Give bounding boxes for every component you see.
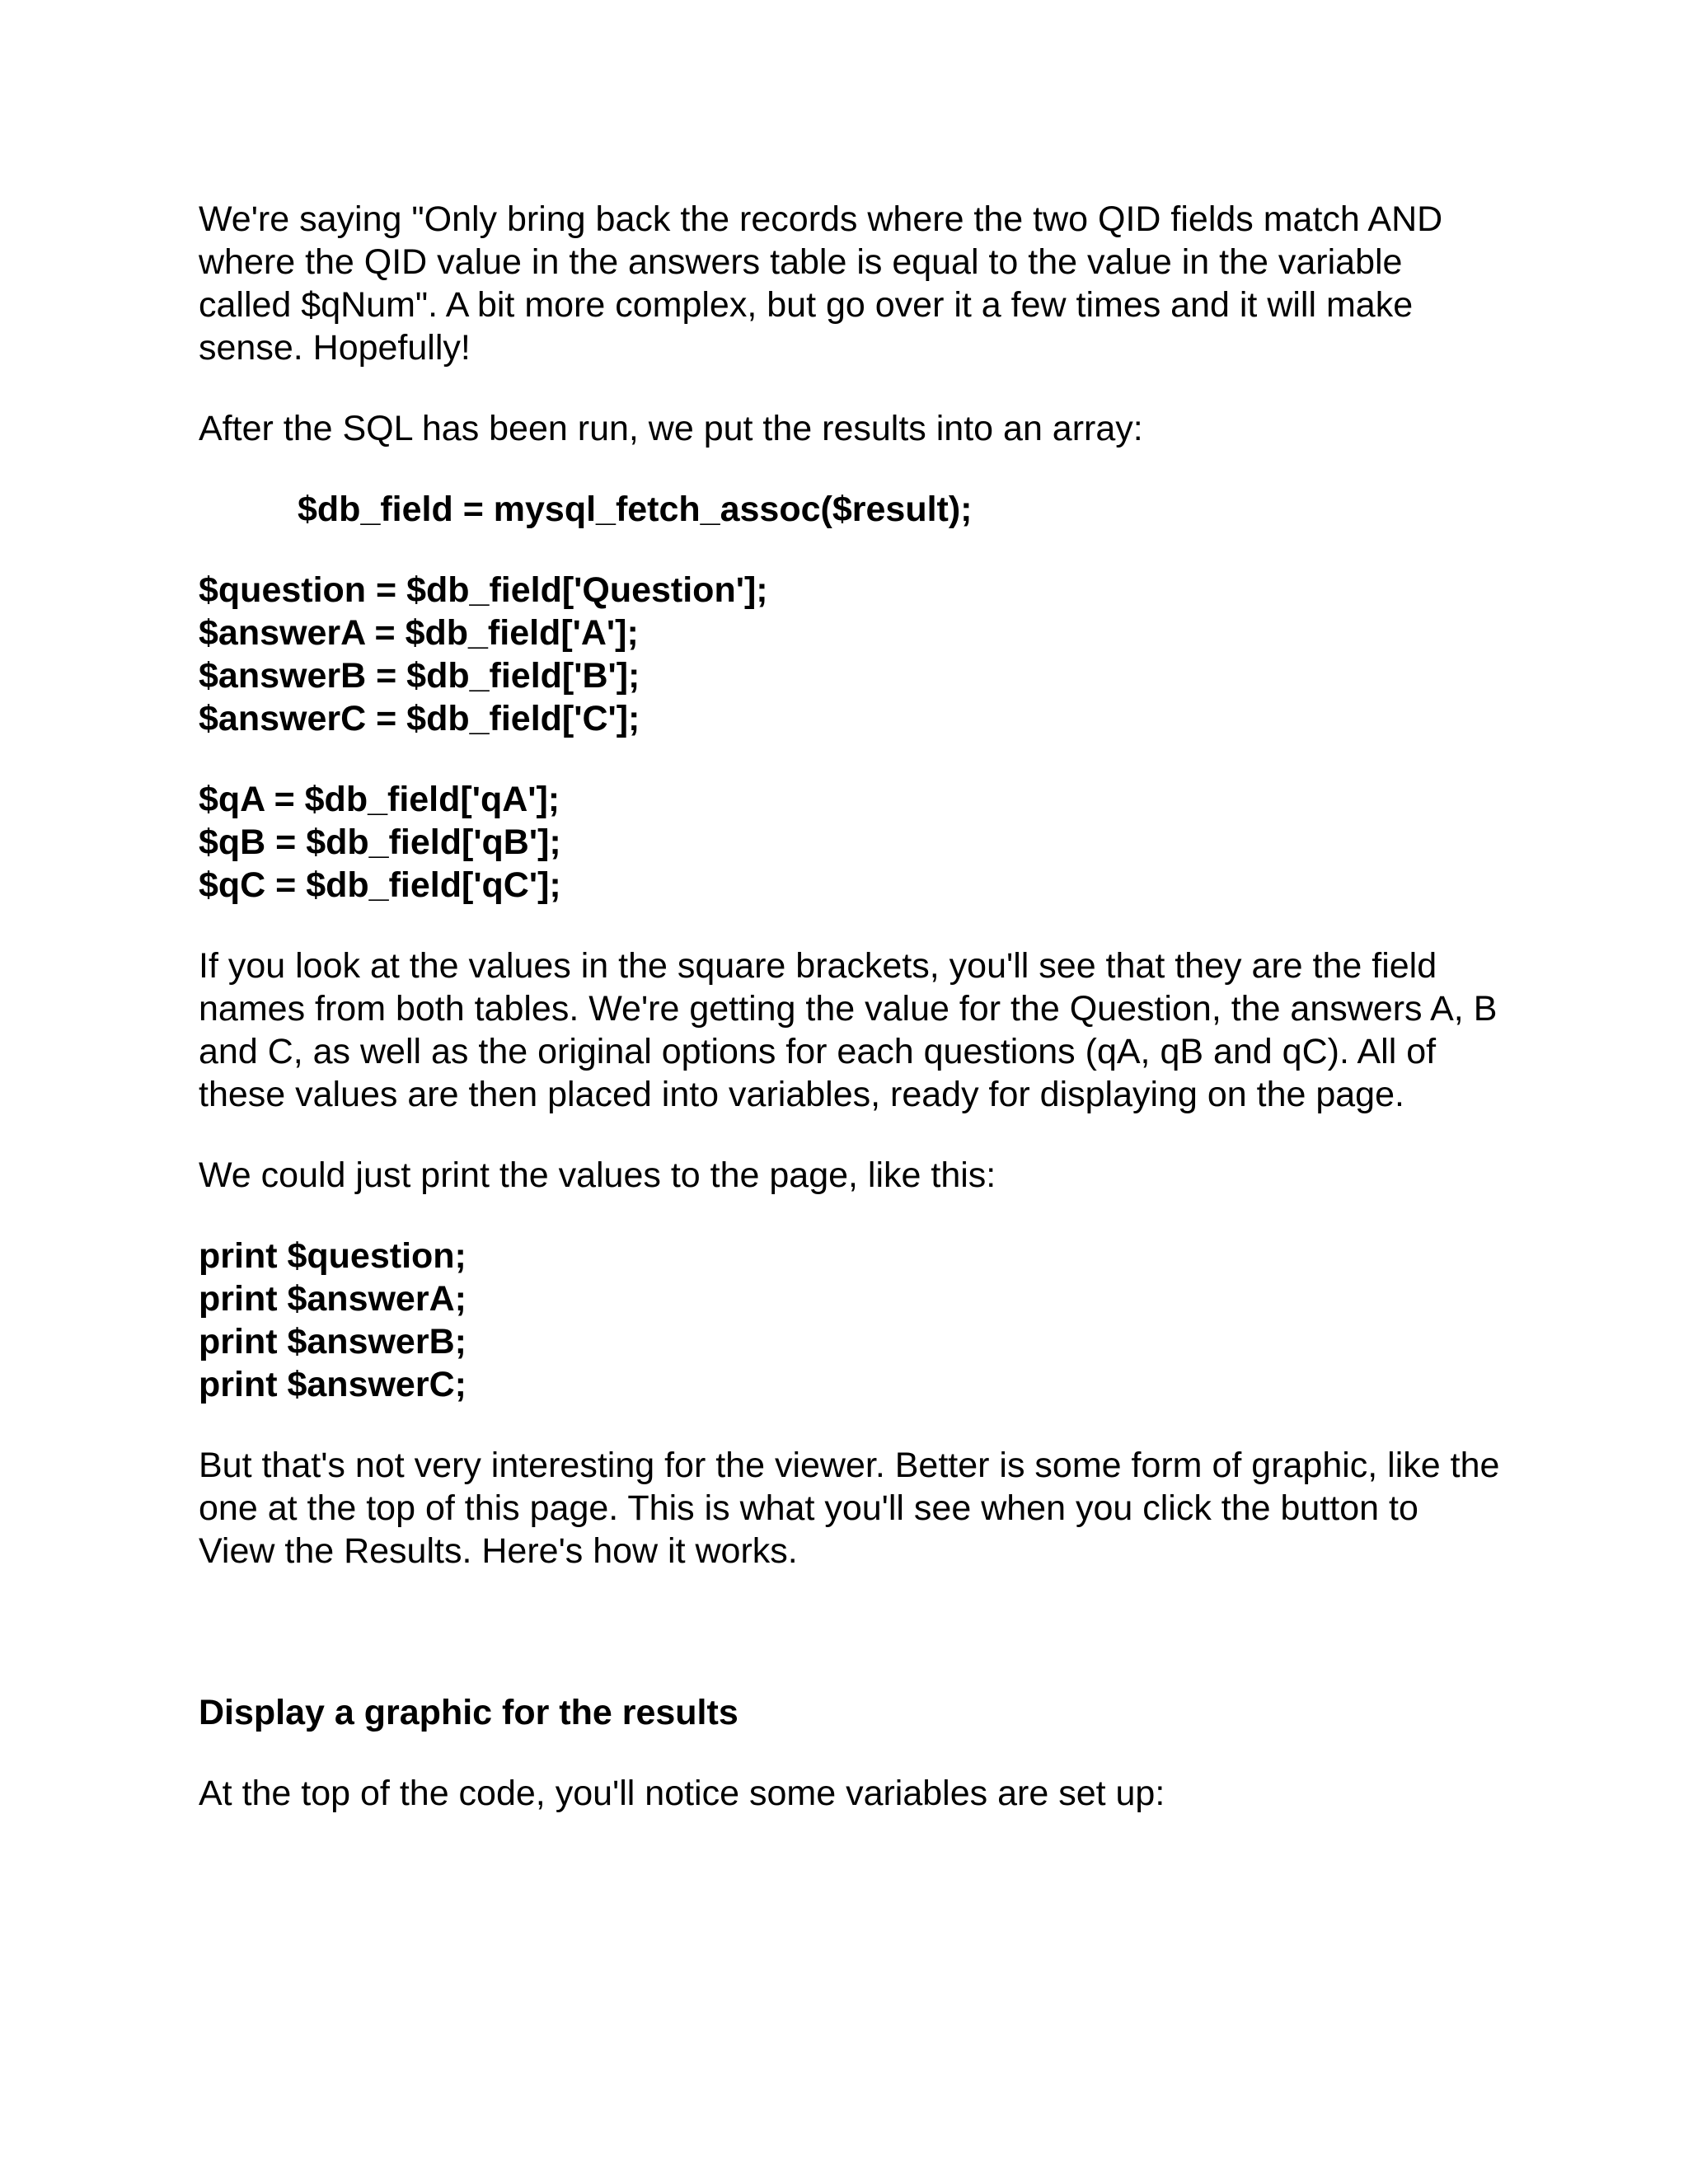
code-line: print $answerB;: [199, 1322, 467, 1361]
code-answer-variables: [199, 569, 1501, 740]
paragraph-variables-intro: At the top of the code, you'll notice some variables are set up:: [199, 1774, 1165, 1813]
section-heading: Display a graphic for the results: [199, 1693, 738, 1732]
code-print-statements: [199, 1235, 1501, 1406]
code-line: $qA = $db_field['qA'];: [199, 780, 560, 819]
paragraph-graphic-intro: But that's not very interesting for the viewer. Better is some form of graphic, like the one at the top of this page. This is what you'll see when you click the button to View the Results. Here's how it works.: [199, 1446, 1500, 1571]
code-line: $qC = $db_field['qC'];: [199, 865, 561, 905]
code-line: print $answerA;: [199, 1279, 467, 1319]
code-line: $answerC = $db_field['C'];: [199, 699, 640, 738]
code-line: $answerA = $db_field['A'];: [199, 613, 639, 653]
code-line: print $answerC;: [199, 1365, 467, 1404]
paragraph-square-brackets: If you look at the values in the square brackets, you'll see that they are the field names from both tables. We're getting the value for the Question, the answers A, B and C, as well as the original options for each questions (qA, qB and qC). All of these values are then placed into variables, ready for displaying on the page.: [199, 946, 1498, 1114]
code-fetch-assoc: [199, 488, 1501, 531]
code-line: $answerB = $db_field['B'];: [199, 656, 640, 696]
paragraph-sql-explanation: We're saying "Only bring back the records where the two QID fields match AND where the QID value in the answers table is equal to the value in the variable called $qNum". A bit more complex, but go over it a few times and it will make sense. Hopefully!: [199, 199, 1443, 368]
code-line: $db_field = mysql_fetch_assoc($result);: [298, 490, 973, 529]
code-line: print $question;: [199, 1236, 467, 1276]
paragraph-print-intro: We could just print the values to the page, like this:: [199, 1155, 996, 1195]
code-line: $qB = $db_field['qB'];: [199, 823, 561, 862]
section-spacer: [199, 1610, 1501, 1691]
code-option-variables: [199, 778, 1501, 907]
document-content: [199, 198, 1501, 1853]
code-line: $question = $db_field['Question'];: [199, 570, 768, 610]
paragraph-array-intro: After the SQL has been run, we put the results into an array:: [199, 409, 1143, 448]
